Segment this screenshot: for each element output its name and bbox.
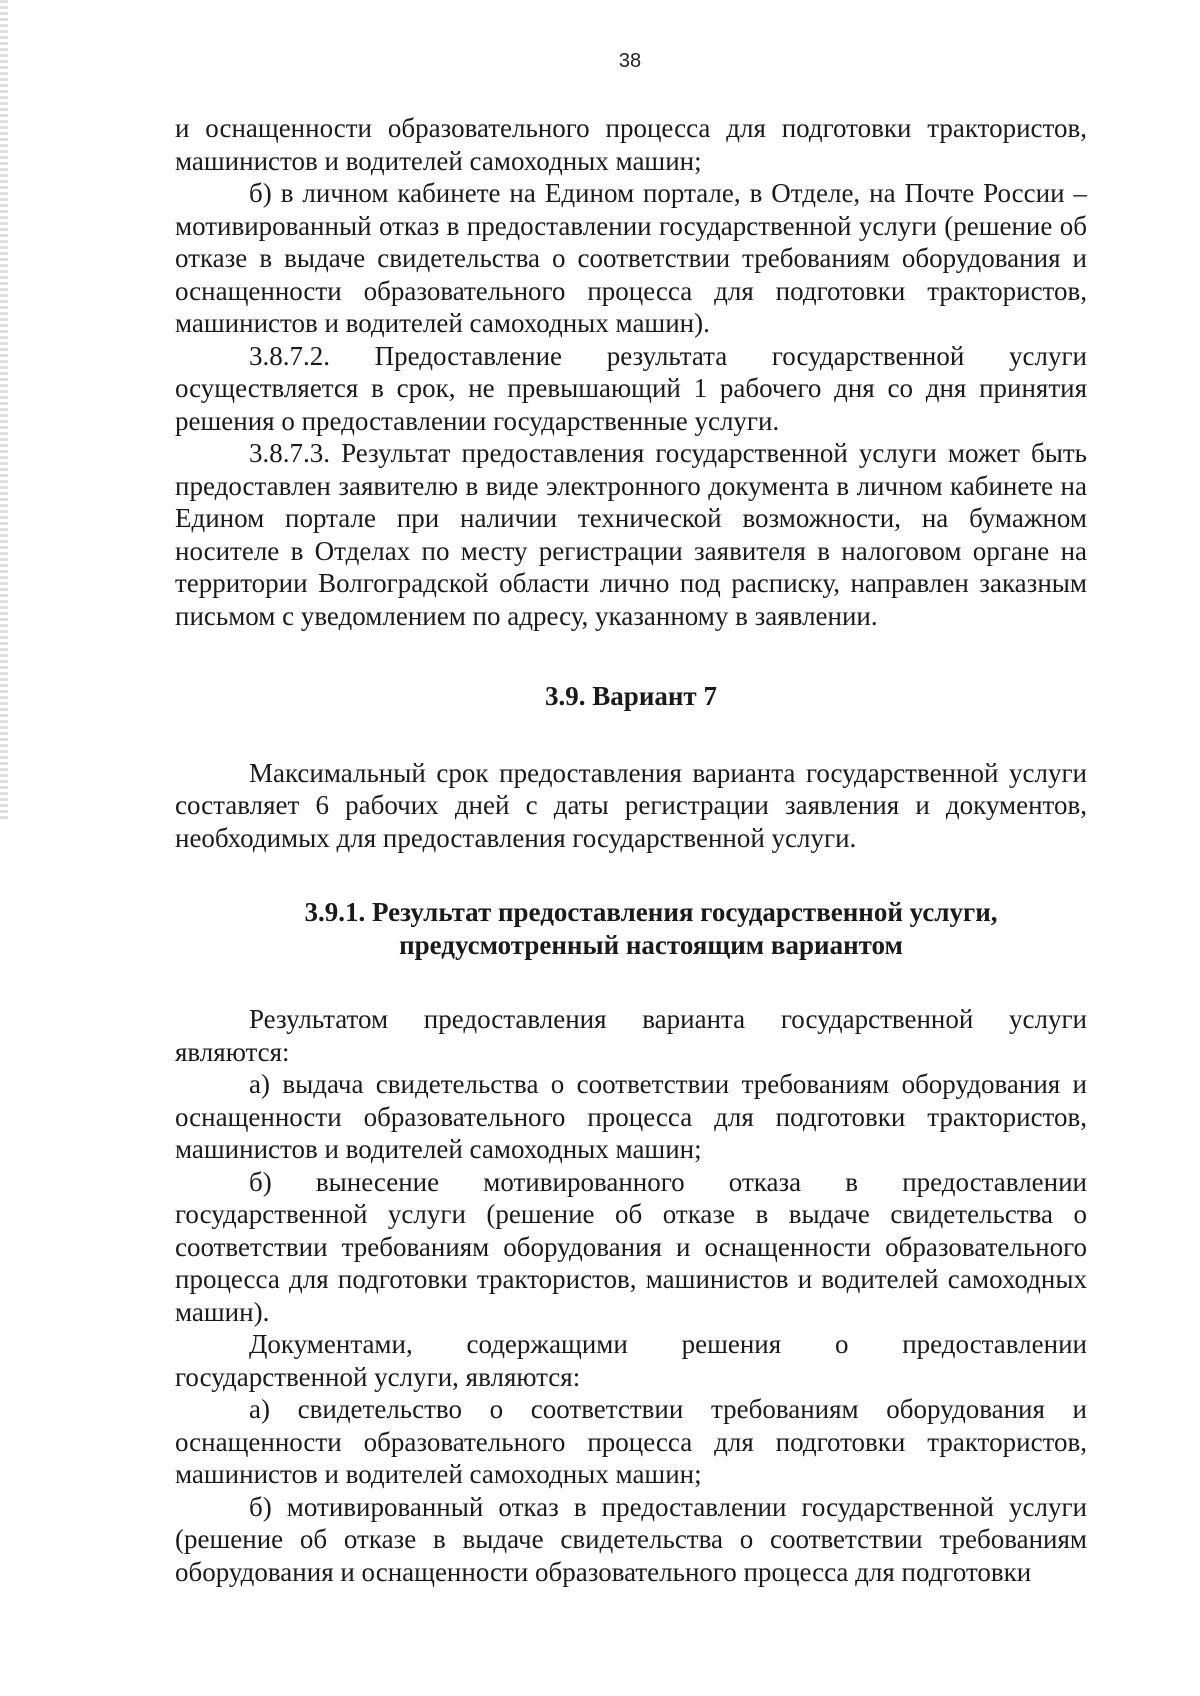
paragraph-max-term: Максимальный срок предоставления варианта государственной услуги составляет 6 рабочих дней с даты регистрации заявления и документов, необходимых для предоставления государственной услуги. bbox=[175, 757, 1087, 853]
section-heading-variant-7: 3.9. Вариант 7 bbox=[545, 681, 717, 711]
paragraph-results-intro: Результатом предоставления варианта государственной услуги являются: bbox=[175, 1004, 1087, 1067]
paragraph-continuation: и оснащенности образовательного процесса для подготовки трактористов, машинистов и водителей самоходных машин; bbox=[175, 113, 1087, 176]
page-number: 38 bbox=[618, 50, 642, 72]
document-body bbox=[175, 112, 1087, 1588]
scan-edge-artifact bbox=[0, 0, 8, 820]
paragraph-result-b: б) вынесение мотивированного отказа в предоставлении государственной услуги (решение об отказе в выдаче свидетельства о соответствии требованиям оборудования и оснащенности образовательного процесса для подготовки трактористов, машинистов и водителей самоходных машин). bbox=[175, 1166, 1087, 1327]
paragraph-document-a: а) свидетельство о соответствии требованиям оборудования и оснащенности образовательного процесса для подготовки трактористов, машинистов и водителей самоходных машин; bbox=[175, 1394, 1087, 1489]
paragraph-document-b: б) мотивированный отказ в предоставлении государственной услуги (решение об отказе в выдаче свидетельства о соответствии требованиям оборудования и оснащенности образовательного процесса для подготовки bbox=[175, 1491, 1087, 1587]
paragraph-item-b-refusal: б) в личном кабинете на Едином портале, в Отделе, на Почте России – мотивированный отказ в предоставлении государственной услуги (решение об отказе в выдаче свидетельства о соответствии требованиям оборудования и оснащенности образовательного процесса для подготовки трактористов, машинистов и водителей самоходных машин). bbox=[175, 178, 1087, 338]
paragraph-documents-intro: Документами, содержащими решения о предоставлении государственной услуги, являются: bbox=[175, 1329, 1087, 1392]
paragraph-result-a: а) выдача свидетельства о соответствии требованиям оборудования и оснащенности образовательного процесса для подготовки трактористов, машинистов и водителей самоходных машин; bbox=[175, 1069, 1087, 1164]
section-heading-3-9-1: 3.9.1. Результат предоставления государственной услуги, предусмотренный настоящим вариантом bbox=[304, 897, 998, 960]
paragraph-3-8-7-3: 3.8.7.3. Результат предоставления государственной услуги может быть предоставлен заявителю в виде электронного документа в личном кабинете на Едином портале при наличии технической возможности, на бумажном носителе в Отделах по месту регистрации заявителя в налоговом органе на территории Волгоградской области лично под расписку, направлен заказным письмом с уведомлением по адресу, указанному в заявлении. bbox=[175, 438, 1087, 631]
paragraph-3-8-7-2: 3.8.7.2. Предоставление результата государственной услуги осуществляется в срок, не превышающий 1 рабочего дня со дня принятия решения о предоставлении государственные услуги. bbox=[175, 340, 1087, 436]
